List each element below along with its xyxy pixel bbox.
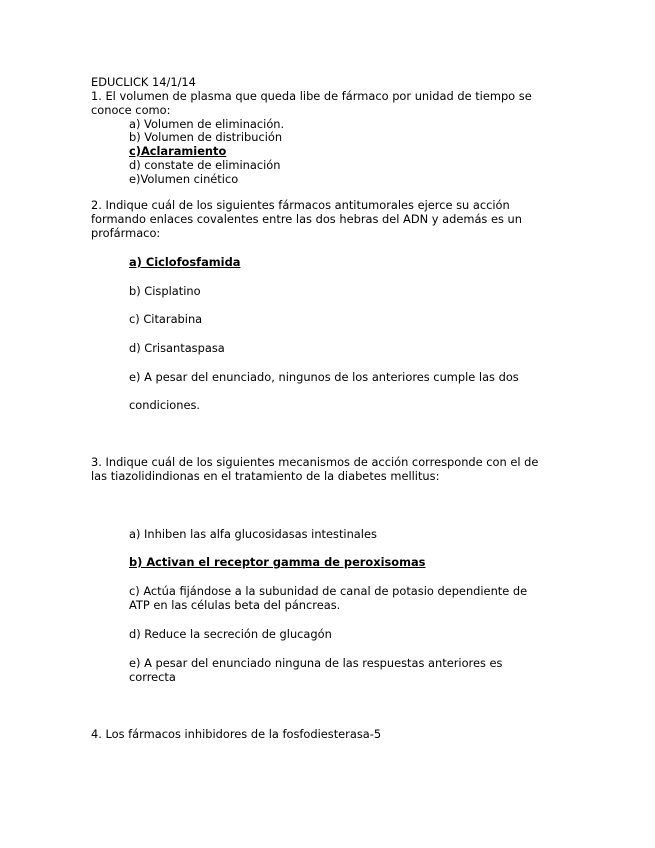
q3-option-c: c) Actúa fijándose a la subunidad de canal de potasio dependiente de [129,584,528,598]
q2-option-c: c) Citarabina [129,312,203,326]
document-header: EDUCLICK 14/1/14 [91,75,196,89]
q3-option-e-continued: correcta [129,670,176,684]
q1-stem-line-2: conoce como: [91,103,171,117]
q3-option-d: d) Reduce la secreción de glucagón [129,627,332,641]
q2-option-a-answer: a) Ciclofosfamida [129,255,241,269]
q1-option-b: b) Volumen de distribución [129,130,283,144]
q3-option-c-continued: ATP en las células beta del páncreas. [129,598,341,612]
q1-stem-line-1: 1. El volumen de plasma que queda libe de fármaco por unidad de tiempo se [91,89,532,103]
q2-option-d: d) Crisantaspasa [129,341,225,355]
q3-option-a: a) Inhiben las alfa glucosidasas intestinales [129,527,377,541]
q1-option-d: d) constate de eliminación [129,158,281,172]
q4-stem: 4. Los fármacos inhibidores de la fosfodiesterasa-5 [91,727,382,741]
q1-option-c-answer: c)Aclaramiento [129,144,227,158]
q1-option-e: e)Volumen cinético [129,172,239,186]
q2-option-e: e) A pesar del enunciado, ningunos de los anteriores cumple las dos [129,370,519,384]
q3-stem-line-1: 3. Indique cuál de los siguientes mecanismos de acción corresponde con el de [91,455,539,469]
q3-option-b-answer: b) Activan el receptor gamma de peroxisomas [129,555,426,569]
q2-stem-line-1: 2. Indique cuál de los siguientes fármacos antitumorales ejerce su acción [91,198,510,212]
q2-option-e-continued: condiciones. [129,398,201,412]
q2-stem-line-3: profármaco: [91,226,161,240]
q3-stem-line-2: las tiazolidindionas en el tratamiento de la diabetes mellitus: [91,469,440,483]
q3-option-e: e) A pesar del enunciado ninguna de las respuestas anteriores es [129,656,503,670]
q2-stem-line-2: formando enlaces covalentes entre las dos hebras del ADN y además es un [91,212,522,226]
q2-option-b: b) Cisplatino [129,284,201,298]
q1-option-a: a) Volumen de eliminación. [129,117,285,131]
